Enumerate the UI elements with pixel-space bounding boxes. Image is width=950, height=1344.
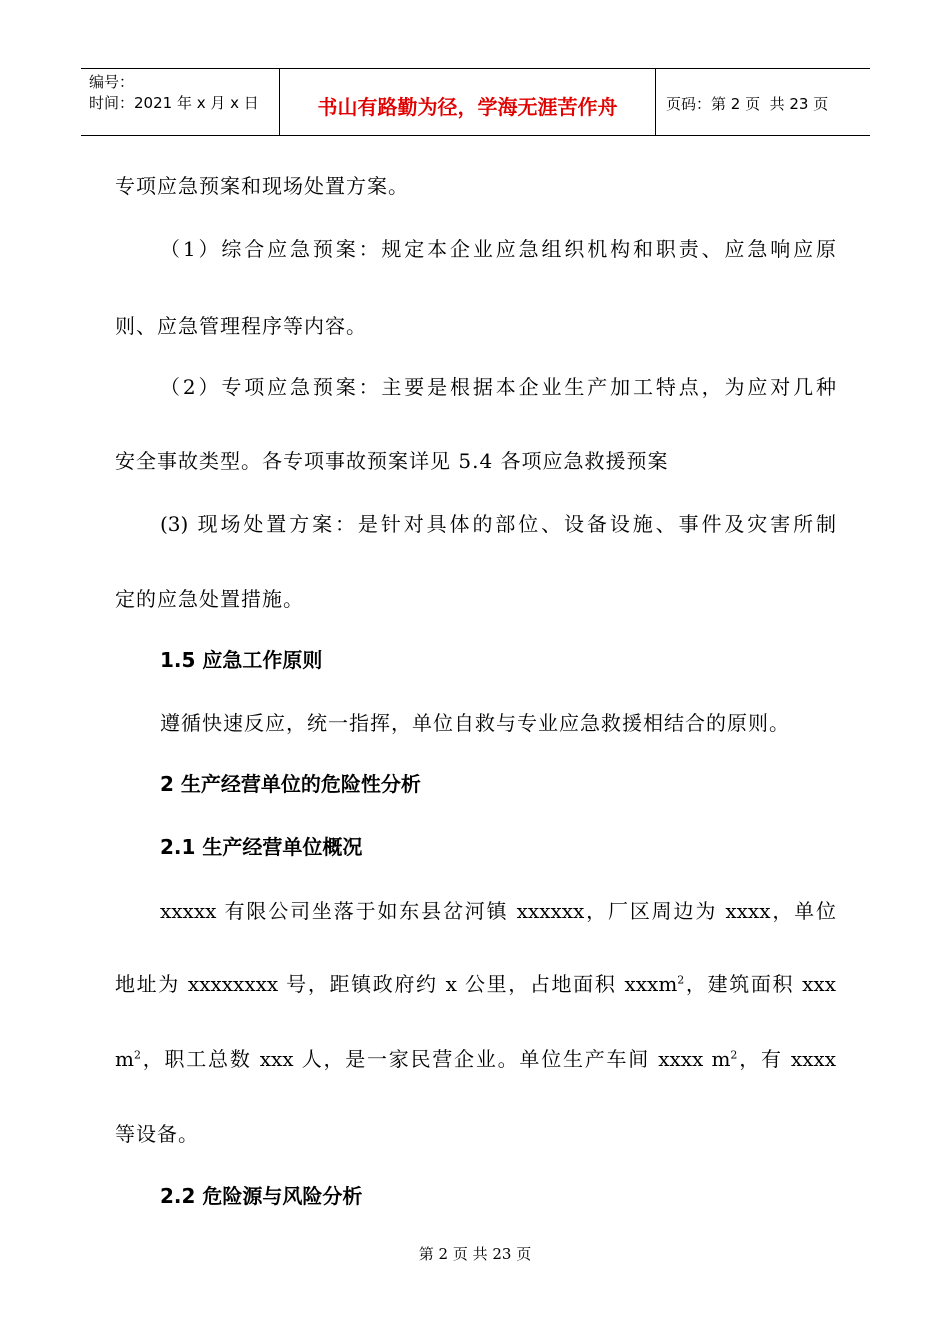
paragraph-line: 专项应急预案和现场处置方案。 bbox=[115, 174, 409, 198]
paragraph-line: 定的应急处置措施。 bbox=[115, 587, 304, 611]
paragraph-line: 安全事故类型。各专项事故预案详见 5.4 各项应急救援预案 bbox=[115, 449, 669, 473]
header-date-label: 时间：2021 年 x 月 x 日 bbox=[89, 94, 259, 112]
superscript: 2 bbox=[730, 1048, 738, 1062]
section-heading: 1.5 应急工作原则 bbox=[160, 648, 323, 672]
paragraph-line bbox=[115, 970, 836, 998]
paragraph-line: 等设备。 bbox=[115, 1122, 199, 1146]
text-run: ，建筑面积 xxx bbox=[684, 972, 836, 996]
header-motto: 书山有路勤为径，学海无涯苦作舟 bbox=[280, 69, 656, 135]
paragraph-line: 则、应急管理程序等内容。 bbox=[115, 314, 367, 338]
page-footer: 第 2 页 共 23 页 bbox=[418, 1245, 532, 1263]
paragraph-line bbox=[115, 1045, 836, 1073]
section-heading: 2.1 生产经营单位概况 bbox=[160, 835, 363, 859]
superscript: 2 bbox=[133, 1048, 141, 1062]
header-number-label: 编号： bbox=[89, 73, 135, 91]
header-page-info bbox=[656, 69, 870, 135]
text-run: ，职工总数 xxx 人，是一家民营企业。单位生产车间 xxxx m bbox=[140, 1047, 731, 1071]
page-header bbox=[81, 68, 870, 136]
superscript: 2 bbox=[677, 973, 685, 987]
text-run: 地址为 xxxxxxxx 号，距镇政府约 x 公里，占地面积 xxxm bbox=[115, 972, 678, 996]
paragraph-line: （1）综合应急预案：规定本企业应急组织机构和职责、应急响应原 bbox=[160, 237, 836, 261]
section-heading: 2 生产经营单位的危险性分析 bbox=[160, 772, 421, 796]
text-run: m bbox=[115, 1047, 134, 1071]
paragraph-line: xxxxx 有限公司坐落于如东县岔河镇 xxxxxx，厂区周边为 xxxx，单位 bbox=[160, 899, 836, 923]
paragraph-line: （2）专项应急预案：主要是根据本企业生产加工特点，为应对几种 bbox=[160, 375, 836, 399]
header-page-info-text: 页码：第 2 页 共 23 页 bbox=[666, 94, 829, 113]
header-meta bbox=[81, 69, 280, 135]
text-run: ，有 xxxx bbox=[737, 1047, 836, 1071]
paragraph-line: (3) 现场处置方案：是针对具体的部位、设备设施、事件及灾害所制 bbox=[160, 512, 836, 536]
paragraph-line: 遵循快速反应，统一指挥，单位自救与专业应急救援相结合的原则。 bbox=[160, 711, 790, 735]
section-heading: 2.2 危险源与风险分析 bbox=[160, 1184, 363, 1208]
